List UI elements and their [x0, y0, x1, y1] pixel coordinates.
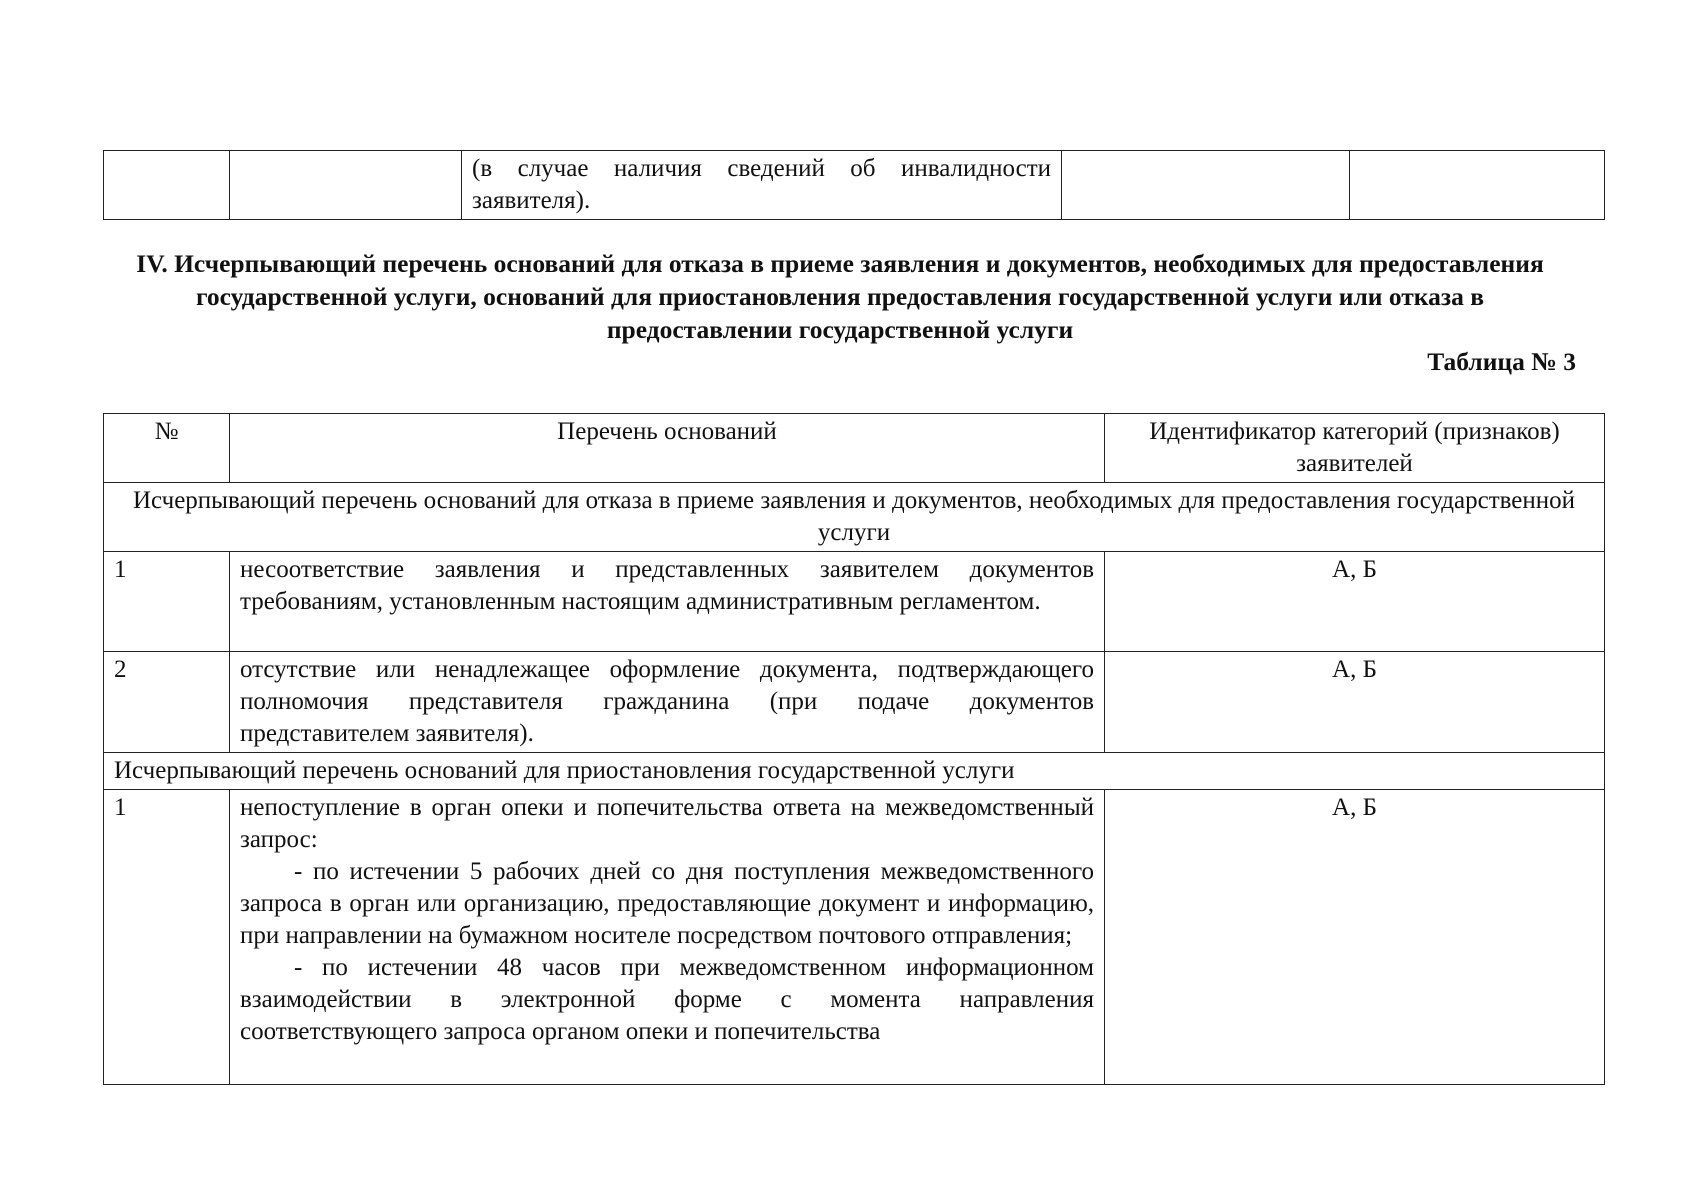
row-ground-text: отсутствие или ненадлежащее оформление документа, подтверждающего полномочия представителя гражданина (при подаче документов представителем заявителя).	[230, 652, 1105, 753]
row-identifier: А, Б	[1105, 790, 1605, 1085]
table-cell	[1350, 151, 1605, 220]
row-ground-cell	[230, 790, 1105, 1085]
group-title-row	[104, 753, 1605, 790]
row-identifier: А, Б	[1105, 552, 1605, 652]
table-row	[104, 151, 1605, 220]
table-row	[104, 790, 1605, 1085]
row-number: 1	[104, 552, 230, 652]
row-ground-text: непоступление в орган опеки и попечительства ответа на межведомственный запрос:	[240, 794, 1094, 853]
group-title-suspension: Исчерпывающий перечень оснований для приостановления государственной услуги	[104, 753, 1605, 790]
table-cell: (в случае наличия сведений об инвалидности заявителя).	[462, 151, 1062, 220]
grounds-table	[103, 413, 1605, 1085]
row-ground-text: несоответствие заявления и представленных заявителем документов требованиям, установленным настоящим административным регламентом.	[230, 552, 1105, 652]
table-header-row	[104, 414, 1605, 483]
row-number: 1	[104, 790, 230, 1085]
table-cell	[1062, 151, 1350, 220]
group-title-row	[104, 483, 1605, 552]
section-heading: IV. Исчерпывающий перечень оснований для отказа в приеме заявления и документов, необходимых для предоставления государственной услуги, оснований для приостановления предоставления государственной услуги или отказа в предоставлении государственной услуги	[136, 249, 1544, 344]
group-title-refusal: Исчерпывающий перечень оснований для отказа в приеме заявления и документов, необходимых для предоставления государственной услуги	[104, 483, 1605, 552]
header-number: №	[104, 414, 230, 483]
row-identifier: А, Б	[1105, 652, 1605, 753]
table-row	[104, 652, 1605, 753]
continued-table	[103, 150, 1605, 220]
row-ground-subitem: - по истечении 48 часов при межведомственном информационном взаимодействии в электронной форме с момента направления соответствующего запроса органом опеки и попечительства	[240, 954, 1094, 1045]
header-grounds: Перечень оснований	[230, 414, 1105, 483]
row-number: 2	[104, 652, 230, 753]
table-number-label: Таблица № 3	[1427, 347, 1576, 376]
table-cell	[104, 151, 230, 220]
header-identifier: Идентификатор категорий (признаков) заявителей	[1105, 414, 1605, 483]
row-ground-subitem: - по истечении 5 рабочих дней со дня поступления межведомственного запроса в орган или организацию, предоставляющие документ и информацию, при направлении на бумажном носителе посредством почтового отправления;	[240, 858, 1094, 949]
table-cell	[230, 151, 462, 220]
table-row	[104, 552, 1605, 652]
